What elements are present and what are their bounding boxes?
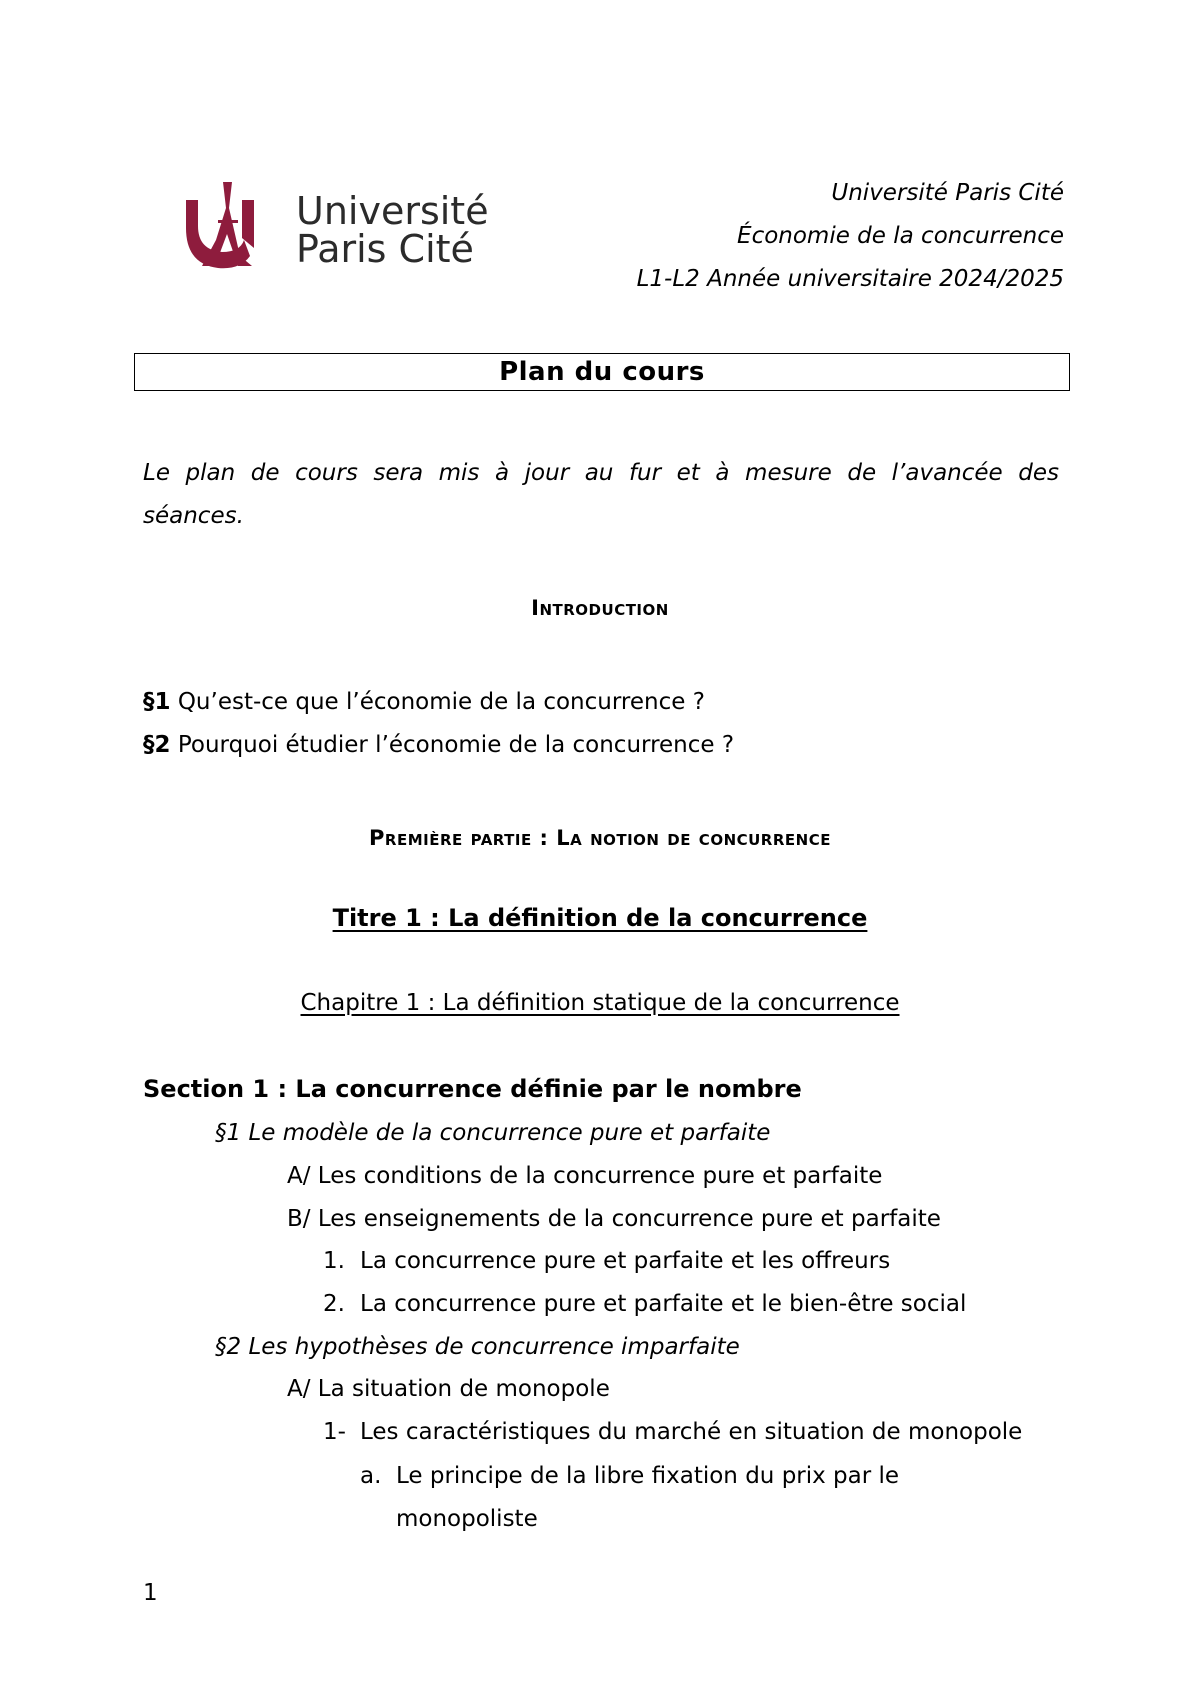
intro-item-2 bbox=[143, 724, 734, 767]
header-course: Économie de la concurrence bbox=[737, 223, 1064, 249]
logo-text-line2: Paris Cité bbox=[296, 227, 474, 270]
outline-num-1: 1. bbox=[323, 1248, 345, 1274]
titre-1-wrapper bbox=[0, 904, 1200, 932]
section-1: Section 1 : La concurrence définie par le nombre bbox=[143, 1075, 802, 1103]
page-number: 1 bbox=[143, 1580, 158, 1606]
outline-a-2: A/ La situation de monopole bbox=[287, 1376, 610, 1402]
intro-item-1-text: Qu’est-ce que l’économie de la concurrence ? bbox=[170, 689, 705, 715]
logo-text-line1: Université bbox=[296, 189, 489, 233]
outline-b-1: B/ Les enseignements de la concurrence pure et parfaite bbox=[287, 1206, 941, 1232]
outline-num-3: 1- bbox=[323, 1419, 346, 1445]
header-university: Université Paris Cité bbox=[831, 180, 1064, 206]
update-note: Le plan de cours sera mis à jour au fur et à mesure de l’avancée des séances. bbox=[143, 460, 1059, 529]
outline-item-1: La concurrence pure et parfaite et les offreurs bbox=[360, 1248, 891, 1274]
intro-item-1-num: §1 bbox=[143, 689, 171, 715]
chapitre-1-wrapper bbox=[0, 990, 1200, 1016]
header-info bbox=[637, 172, 1064, 301]
intro-item-1 bbox=[143, 681, 705, 724]
outline-a-1: A/ Les conditions de la concurrence pure et parfaite bbox=[287, 1163, 883, 1189]
university-logo bbox=[180, 178, 500, 270]
outline-item-4: Le principe de la libre fixation du prix par le bbox=[396, 1463, 900, 1489]
intro-item-2-text: Pourquoi étudier l’économie de la concurrence ? bbox=[170, 732, 735, 758]
outline-num-4: a. bbox=[360, 1463, 382, 1489]
page-title: Plan du cours bbox=[134, 353, 1070, 391]
header-year: L1-L2 Année universitaire 2024/2025 bbox=[636, 266, 1064, 292]
chapitre-1: Chapitre 1 : La définition statique de la concurrence bbox=[300, 990, 900, 1016]
intro-item-2-num: §2 bbox=[143, 732, 171, 758]
outline-item-3: Les caractéristiques du marché en situation de monopole bbox=[360, 1419, 1023, 1445]
titre-1: Titre 1 : La définition de la concurrence bbox=[332, 904, 868, 932]
outline-item-2: La concurrence pure et parfaite et le bien-être social bbox=[360, 1291, 967, 1317]
introduction-heading: Introduction bbox=[531, 596, 669, 620]
outline-num-2: 2. bbox=[323, 1291, 345, 1317]
outline-para-1: §1 Le modèle de la concurrence pure et parfaite bbox=[215, 1120, 771, 1146]
eiffel-tower-logo-icon bbox=[180, 178, 500, 270]
outline-item-4-cont: monopoliste bbox=[396, 1506, 538, 1532]
part1-heading: Première partie : La notion de concurrence bbox=[369, 826, 831, 850]
outline-para-2: §2 Les hypothèses de concurrence imparfaite bbox=[215, 1334, 740, 1360]
